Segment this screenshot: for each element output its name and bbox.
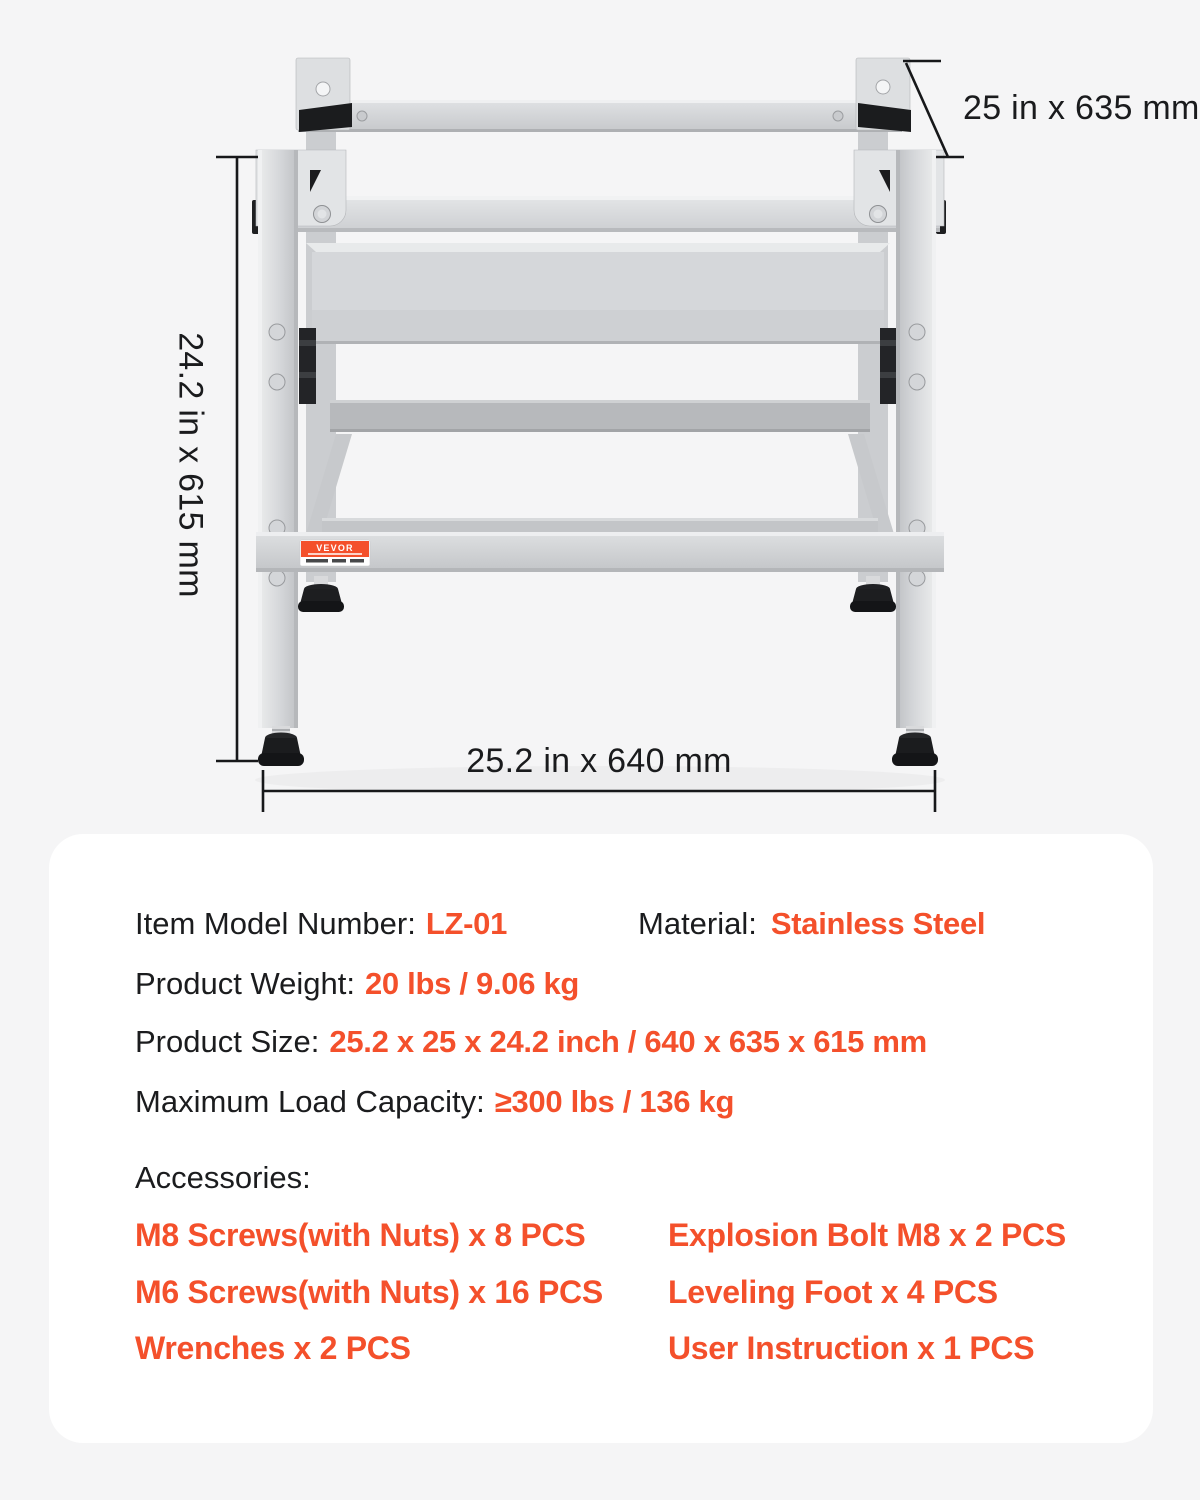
spec-weight-label: Product Weight: [135, 966, 355, 1001]
rear-foot-left [298, 576, 344, 612]
spec-capacity-label: Maximum Load Capacity: [135, 1084, 485, 1119]
front-leg-right [896, 150, 936, 728]
leveling-foot-right [892, 726, 938, 766]
accessory-item: Wrenches x 2 PCS [135, 1330, 411, 1366]
rear-foot-right [850, 576, 896, 612]
accessory-item: User Instruction x 1 PCS [668, 1330, 1035, 1366]
upper-front-rail [252, 196, 946, 234]
spec-material-value: Stainless Steel [770, 906, 986, 941]
accessory-item: M6 Screws(with Nuts) x 16 PCS [135, 1274, 603, 1310]
spec-weight-value: 20 lbs / 9.06 kg [364, 966, 580, 1001]
spec-row-weight [135, 964, 579, 1010]
spec-row-capacity [135, 1082, 734, 1128]
brand-label [300, 540, 370, 566]
spec-model-value: LZ-01 [425, 906, 508, 941]
sliding-shelf [299, 243, 897, 404]
brand-label-text: VEVOR [316, 543, 354, 553]
front-leg-left [258, 150, 298, 728]
accessory-item: M8 Screws(with Nuts) x 8 PCS [135, 1217, 586, 1253]
leveling-foot-left [258, 726, 304, 766]
spec-size-label: Product Size: [135, 1024, 320, 1059]
drawer-slide-left [299, 328, 316, 404]
drawer-slide-right [880, 328, 897, 404]
spec-row-model [135, 904, 507, 950]
accessory-item: Leveling Foot x 4 PCS [668, 1274, 998, 1310]
spec-row-material [638, 904, 985, 950]
dimension-width-bottom-label: 25.2 in x 640 mm [466, 742, 732, 780]
accessory-item: Explosion Bolt M8 x 2 PCS [668, 1217, 1066, 1253]
spec-material-label: Material: [638, 906, 757, 941]
dimension-width-top-label: 25 in x 635 mm [963, 89, 1200, 127]
spec-model-label: Item Model Number: [135, 906, 416, 941]
spec-row-size [135, 1022, 927, 1068]
spec-size-value: 25.2 x 25 x 24.2 inch / 640 x 635 x 615 mm [329, 1024, 927, 1059]
dimension-height-left-label: 24.2 in x 615 mm [171, 332, 210, 598]
spec-capacity-value: ≥300 lbs / 136 kg [494, 1084, 735, 1119]
accessories-title: Accessories: [135, 1160, 311, 1195]
